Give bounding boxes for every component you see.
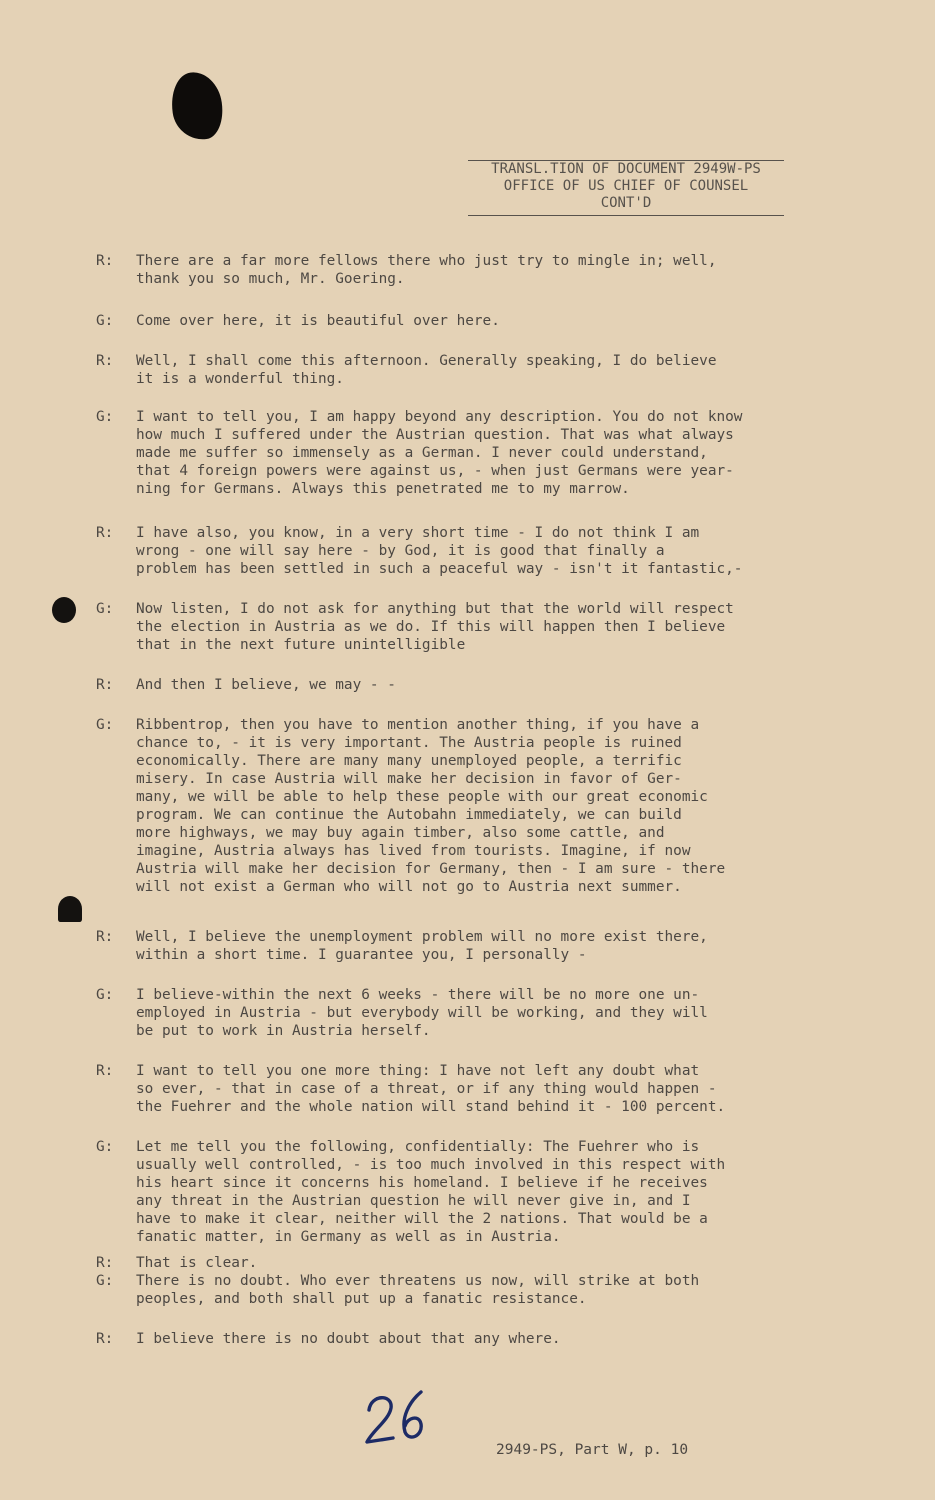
speaker-label: G: — [96, 409, 114, 425]
header-line-2: OFFICE OF US CHIEF OF COUNSEL — [503, 178, 749, 194]
speech-text: I have also, you know, in a very short time - I do not think I am wrong - one will say here - by God, it is good that finally a problem has been settled in such a peaceful way - isn't it fantastic,- — [136, 525, 743, 577]
handwritten-page-number — [363, 1388, 433, 1448]
speech-text: I want to tell you, I am happy beyond any description. You do not know how much I suffered under the Austrian question. That was what always made me suffer so immensely as a German. I never could understand, that 4 foreign powers were against us, - when just Germans were year- ning for Germans. Always this penetrated me to my marrow. — [136, 409, 743, 497]
header-line-1: TRANSL.TION OF DOCUMENT 2949W-PS — [491, 161, 761, 177]
speech-text: That is clear. — [136, 1255, 258, 1271]
speech-text: Ribbentrop, then you have to mention another thing, if you have a chance to, - it is very important. The Austria people is ruined economically. There are many many unemployed people, a terrific misery. In case Austria will make her decision in favor of Ger- many, we will be able to help these people with our great economic program. We can continue the Autobahn immediately, we can build more highways, we may buy again timber, also some cattle, and imagine, Austria always has lived from tourists. Imagine, if now Austria will make her decision for Germany, then - I am sure - there will not exist a German who will not go to Austria next summer. — [136, 717, 726, 895]
speech-text: I believe there is no doubt about that any where. — [136, 1331, 561, 1347]
speaker-label: G: — [96, 313, 114, 329]
speech-text: There is no doubt. Who ever threatens us now, will strike at both peoples, and both shall put up a fanatic resistance. — [136, 1273, 700, 1307]
speaker-label: R: — [96, 1331, 114, 1347]
header-line-3: CONT'D — [600, 195, 652, 211]
speech-text: Let me tell you the following, confidentially: The Fuehrer who is usually well controlled, - is too much involved in this respect with his heart since it concerns his homeland. I believe if he receives any threat in the Austrian question he will never give in, and I have to make it clear, neither will the 2 nations. That would be a fanatic matter, in Germany as well as in Austria. — [136, 1139, 726, 1245]
document-header — [468, 160, 784, 216]
speaker-label: G: — [96, 717, 114, 733]
speech-text: Come over here, it is beautiful over here. — [136, 313, 500, 329]
punch-hole-bottom — [58, 896, 82, 922]
speaker-label: R: — [96, 1255, 114, 1271]
speech-text: Now listen, I do not ask for anything but that the world will respect the election in Austria as we do. If this will happen then I believe that in the next future unintelligible — [136, 601, 734, 653]
speech-text: Well, I shall come this afternoon. Generally speaking, I do believe it is a wonderful thing. — [136, 353, 717, 387]
speech-text: And then I believe, we may - - — [136, 677, 396, 693]
speech-text: Well, I believe the unemployment problem will no more exist there, within a short time. I guarantee you, I personally - — [136, 929, 708, 963]
speaker-label: G: — [96, 601, 114, 617]
speaker-label: R: — [96, 1063, 114, 1079]
speaker-label: R: — [96, 353, 114, 369]
speaker-label: R: — [96, 525, 114, 541]
speaker-label: G: — [96, 1139, 114, 1155]
speech-text: There are a far more fellows there who just try to mingle in; well, thank you so much, Mr. Goering. — [136, 253, 717, 287]
speech-text: I want to tell you one more thing: I have not left any doubt what so ever, - that in case of a threat, or if any thing would happen - the Fuehrer and the whole nation will stand behind it - 100 percent. — [136, 1063, 726, 1115]
punch-hole-top — [52, 597, 76, 623]
document-footer: 2949-PS, Part W, p. 10 — [496, 1442, 689, 1458]
speaker-label: R: — [96, 929, 114, 945]
ink-blot — [168, 69, 227, 143]
speaker-label: G: — [96, 1273, 114, 1289]
speaker-label: R: — [96, 253, 114, 269]
speaker-label: R: — [96, 677, 114, 693]
speech-text: I believe-within the next 6 weeks - there will be no more one un- employed in Austria - but everybody will be working, and they will be put to work in Austria herself. — [136, 987, 708, 1039]
speaker-label: G: — [96, 987, 114, 1003]
